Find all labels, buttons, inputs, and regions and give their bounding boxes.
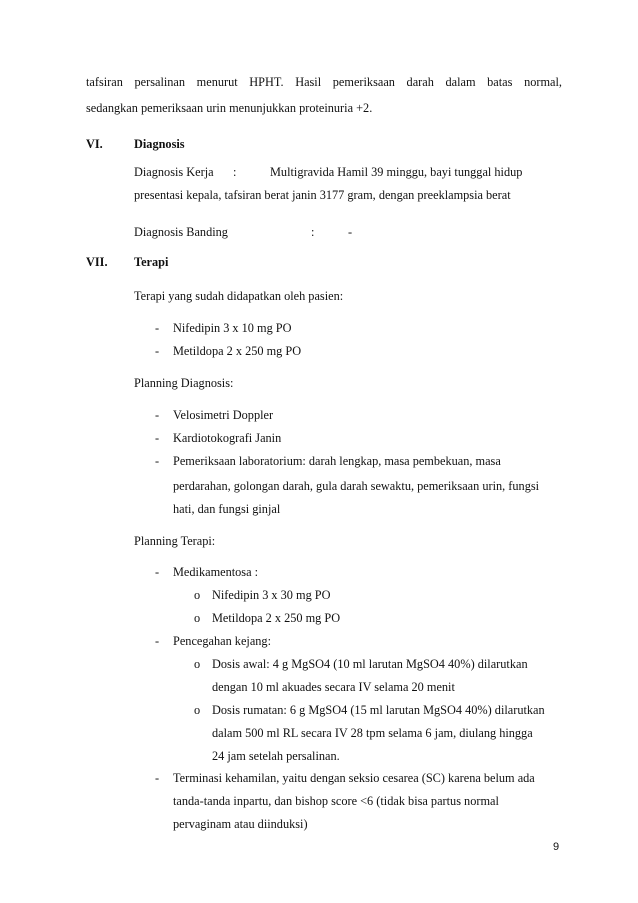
sublist-item-continuation: 24 jam setelah persalinan. [212, 749, 340, 763]
list-item: Medikamentosa : [173, 565, 259, 579]
diagnosis-banding-label: Diagnosis Banding [134, 225, 228, 239]
intro-word: menurut [196, 75, 238, 89]
list-bullet-dash: - [155, 408, 160, 422]
diagnosis-kerja-colon: : [233, 165, 237, 179]
list-bullet-dash: - [155, 565, 160, 579]
list-item: Kardiotokografi Janin [173, 431, 282, 445]
sublist-item: Dosis awal: 4 g MgSO4 (10 ml larutan MgSO4 40%) dilarutkan [212, 657, 528, 671]
sublist-item: Metildopa 2 x 250 mg PO [212, 611, 341, 625]
diagnosis-banding-value: - [348, 225, 353, 239]
list-bullet-dash: - [155, 634, 160, 648]
section-number-vii: VII. [86, 255, 108, 269]
diagnosis-kerja-value: Multigravida Hamil 39 minggu, bayi tunggal hidup [270, 165, 523, 179]
intro-word: normal, [524, 75, 562, 89]
section-title-terapi: Terapi [134, 255, 169, 269]
intro-word: pemeriksaan [332, 75, 395, 89]
list-item-continuation: perdarahan, golongan darah, gula darah sewaktu, pemeriksaan urin, fungsi [173, 479, 540, 493]
list-item-continuation: tanda-tanda inpartu, dan bishop score <6 (tidak bisa partus normal [173, 794, 499, 808]
sublist-item-continuation: dalam 500 ml RL secara IV 28 tpm selama 6 jam, diulang hingga [212, 726, 533, 740]
intro-word: batas [487, 75, 513, 89]
list-bullet-dash: - [155, 321, 160, 335]
list-item: Metildopa 2 x 250 mg PO [173, 344, 302, 358]
intro-line-1 [86, 76, 562, 88]
list-item: Terminasi kehamilan, yaitu dengan seksio cesarea (SC) karena belum ada [173, 771, 535, 785]
received-therapy-heading: Terapi yang sudah didapatkan oleh pasien: [134, 289, 344, 303]
sublist-bullet-circle: o [194, 588, 201, 602]
list-item: Pemeriksaan laboratorium: darah lengkap, masa pembekuan, masa [173, 454, 501, 468]
list-item: Pencegahan kejang: [173, 634, 271, 648]
intro-line-2: sedangkan pemeriksaan urin menunjukkan proteinuria +2. [86, 101, 373, 115]
diagnosis-kerja-line-2: presentasi kepala, tafsiran berat janin 3177 gram, dengan preeklampsia berat [134, 188, 511, 202]
sublist-item-continuation: dengan 10 ml akuades secara IV selama 20 menit [212, 680, 455, 694]
sublist-bullet-circle: o [194, 611, 201, 625]
sublist-item: Nifedipin 3 x 30 mg PO [212, 588, 331, 602]
list-bullet-dash: - [155, 771, 160, 785]
list-bullet-dash: - [155, 454, 160, 468]
intro-word: tafsiran [86, 75, 123, 89]
sublist-bullet-circle: o [194, 657, 201, 671]
sublist-bullet-circle: o [194, 703, 201, 717]
page-number: 9 [553, 841, 560, 853]
intro-word: HPHT. [249, 75, 284, 89]
sublist-item: Dosis rumatan: 6 g MgSO4 (15 ml larutan MgSO4 40%) dilarutkan [212, 703, 545, 717]
diagnosis-kerja-label: Diagnosis Kerja [134, 165, 214, 179]
list-item-continuation: hati, dan fungsi ginjal [173, 502, 281, 516]
list-bullet-dash: - [155, 431, 160, 445]
intro-word: dalam [445, 75, 476, 89]
section-number-vi: VI. [86, 137, 103, 151]
list-item-continuation: pervaginam atau diinduksi) [173, 817, 308, 831]
section-title-diagnosis: Diagnosis [134, 137, 185, 151]
diagnosis-banding-colon: : [311, 225, 315, 239]
intro-word: Hasil [295, 75, 322, 89]
intro-word: darah [406, 75, 434, 89]
list-item: Velosimetri Doppler [173, 408, 274, 422]
intro-word: persalinan [134, 75, 186, 89]
list-item: Nifedipin 3 x 10 mg PO [173, 321, 292, 335]
planning-terapi-heading: Planning Terapi: [134, 534, 216, 548]
planning-diagnosis-heading: Planning Diagnosis: [134, 376, 234, 390]
list-bullet-dash: - [155, 344, 160, 358]
